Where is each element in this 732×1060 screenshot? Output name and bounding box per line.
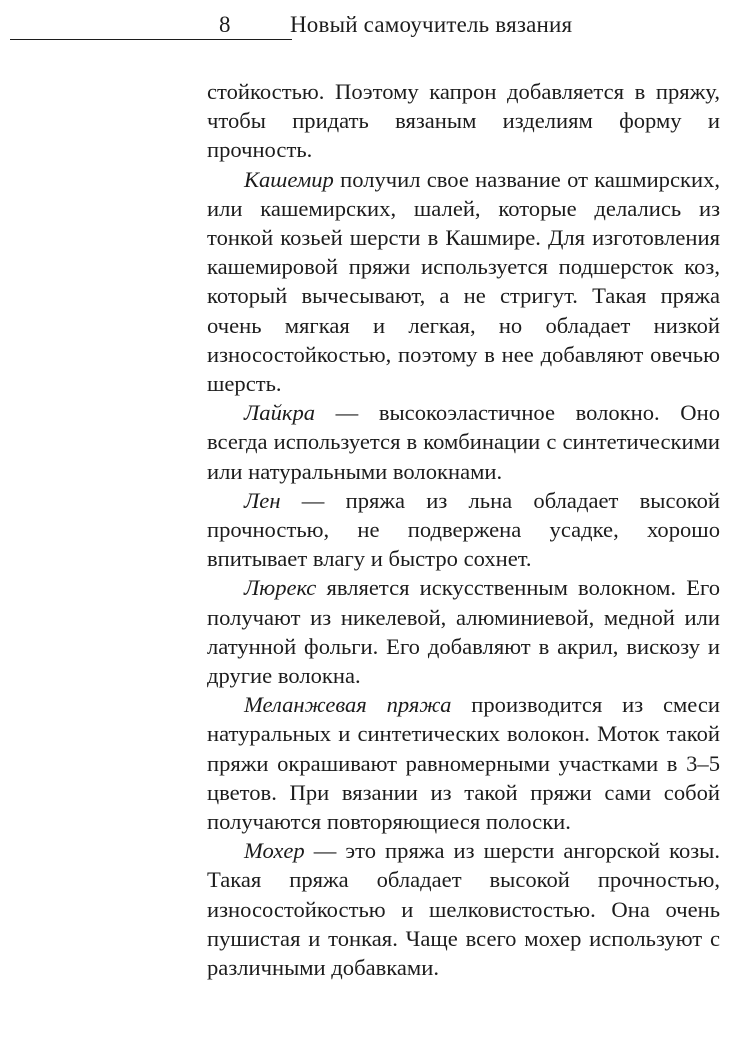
term-lycra: Лайкра [244, 400, 316, 426]
term-lurex: Люрекс [244, 575, 317, 601]
term-mohair: Мохер [244, 838, 305, 864]
body-text [207, 77, 720, 982]
paragraph-text: — это пряжа из шерсти ангорской козы. Такая пряжа обладает высокой прочностью, износостойкостью и шелковистостью. Она очень пушистая и тонкая. Чаще всего мохер используют с различными добавками. [207, 838, 720, 981]
page-number: 8 [219, 12, 231, 37]
header-rule [10, 39, 292, 40]
paragraph-continued [207, 77, 720, 165]
paragraph-text: — пряжа из льна обладает высокой прочностью, не подвержена усадке, хорошо впитывает влагу и быстро сохнет. [207, 487, 720, 572]
paragraph-text: — высокоэластичное волокно. Оно всегда используется в комбинации с синтетическими или натуральными волокнами. [207, 400, 720, 484]
term-melange: Меланжевая пряжа [244, 692, 452, 718]
paragraph-text: является искусственным волокном. Его получают из никелевой, алюминиевой, медной или латунной фольги. Его добавляют в акрил, вискозу и другие волокна. [207, 575, 720, 689]
paragraph-text: производится из смеси натуральных и синтетических волокон. Моток такой пряжи окрашивают равномерными участками в 3–5 цветов. При вязании из такой пряжи сами собой получаются повторяющиеся полоски. [207, 692, 721, 835]
running-title: Новый самоучитель вязания [290, 12, 573, 37]
paragraph-lycra [207, 398, 720, 486]
paragraph-text: получил свое название от кашмирских, или кашемирских, шалей, которые делались из тонкой козьей шерсти в Кашмире. Для изготовления кашемировой пряжи используется подшерсток коз, который вычесывают, а не стригут. Такая пряжа очень мягкая и легкая, но обладает низкой износостойкостью, поэтому в нее добавляют овечью шерсть. [207, 166, 720, 397]
paragraph-mohair [207, 836, 720, 982]
term-cashmere: Кашемир [244, 166, 334, 192]
term-linen: Лен [244, 487, 281, 513]
paragraph-cashmere [207, 165, 720, 399]
paragraph-lurex [207, 573, 720, 690]
paragraph-text: стойкостью. Поэтому капрон добавляется в пряжу, чтобы придать вязаным изделиям форму и прочность. [207, 79, 720, 163]
paragraph-melange [207, 690, 720, 836]
paragraph-linen [207, 486, 720, 574]
page-header [0, 0, 732, 50]
